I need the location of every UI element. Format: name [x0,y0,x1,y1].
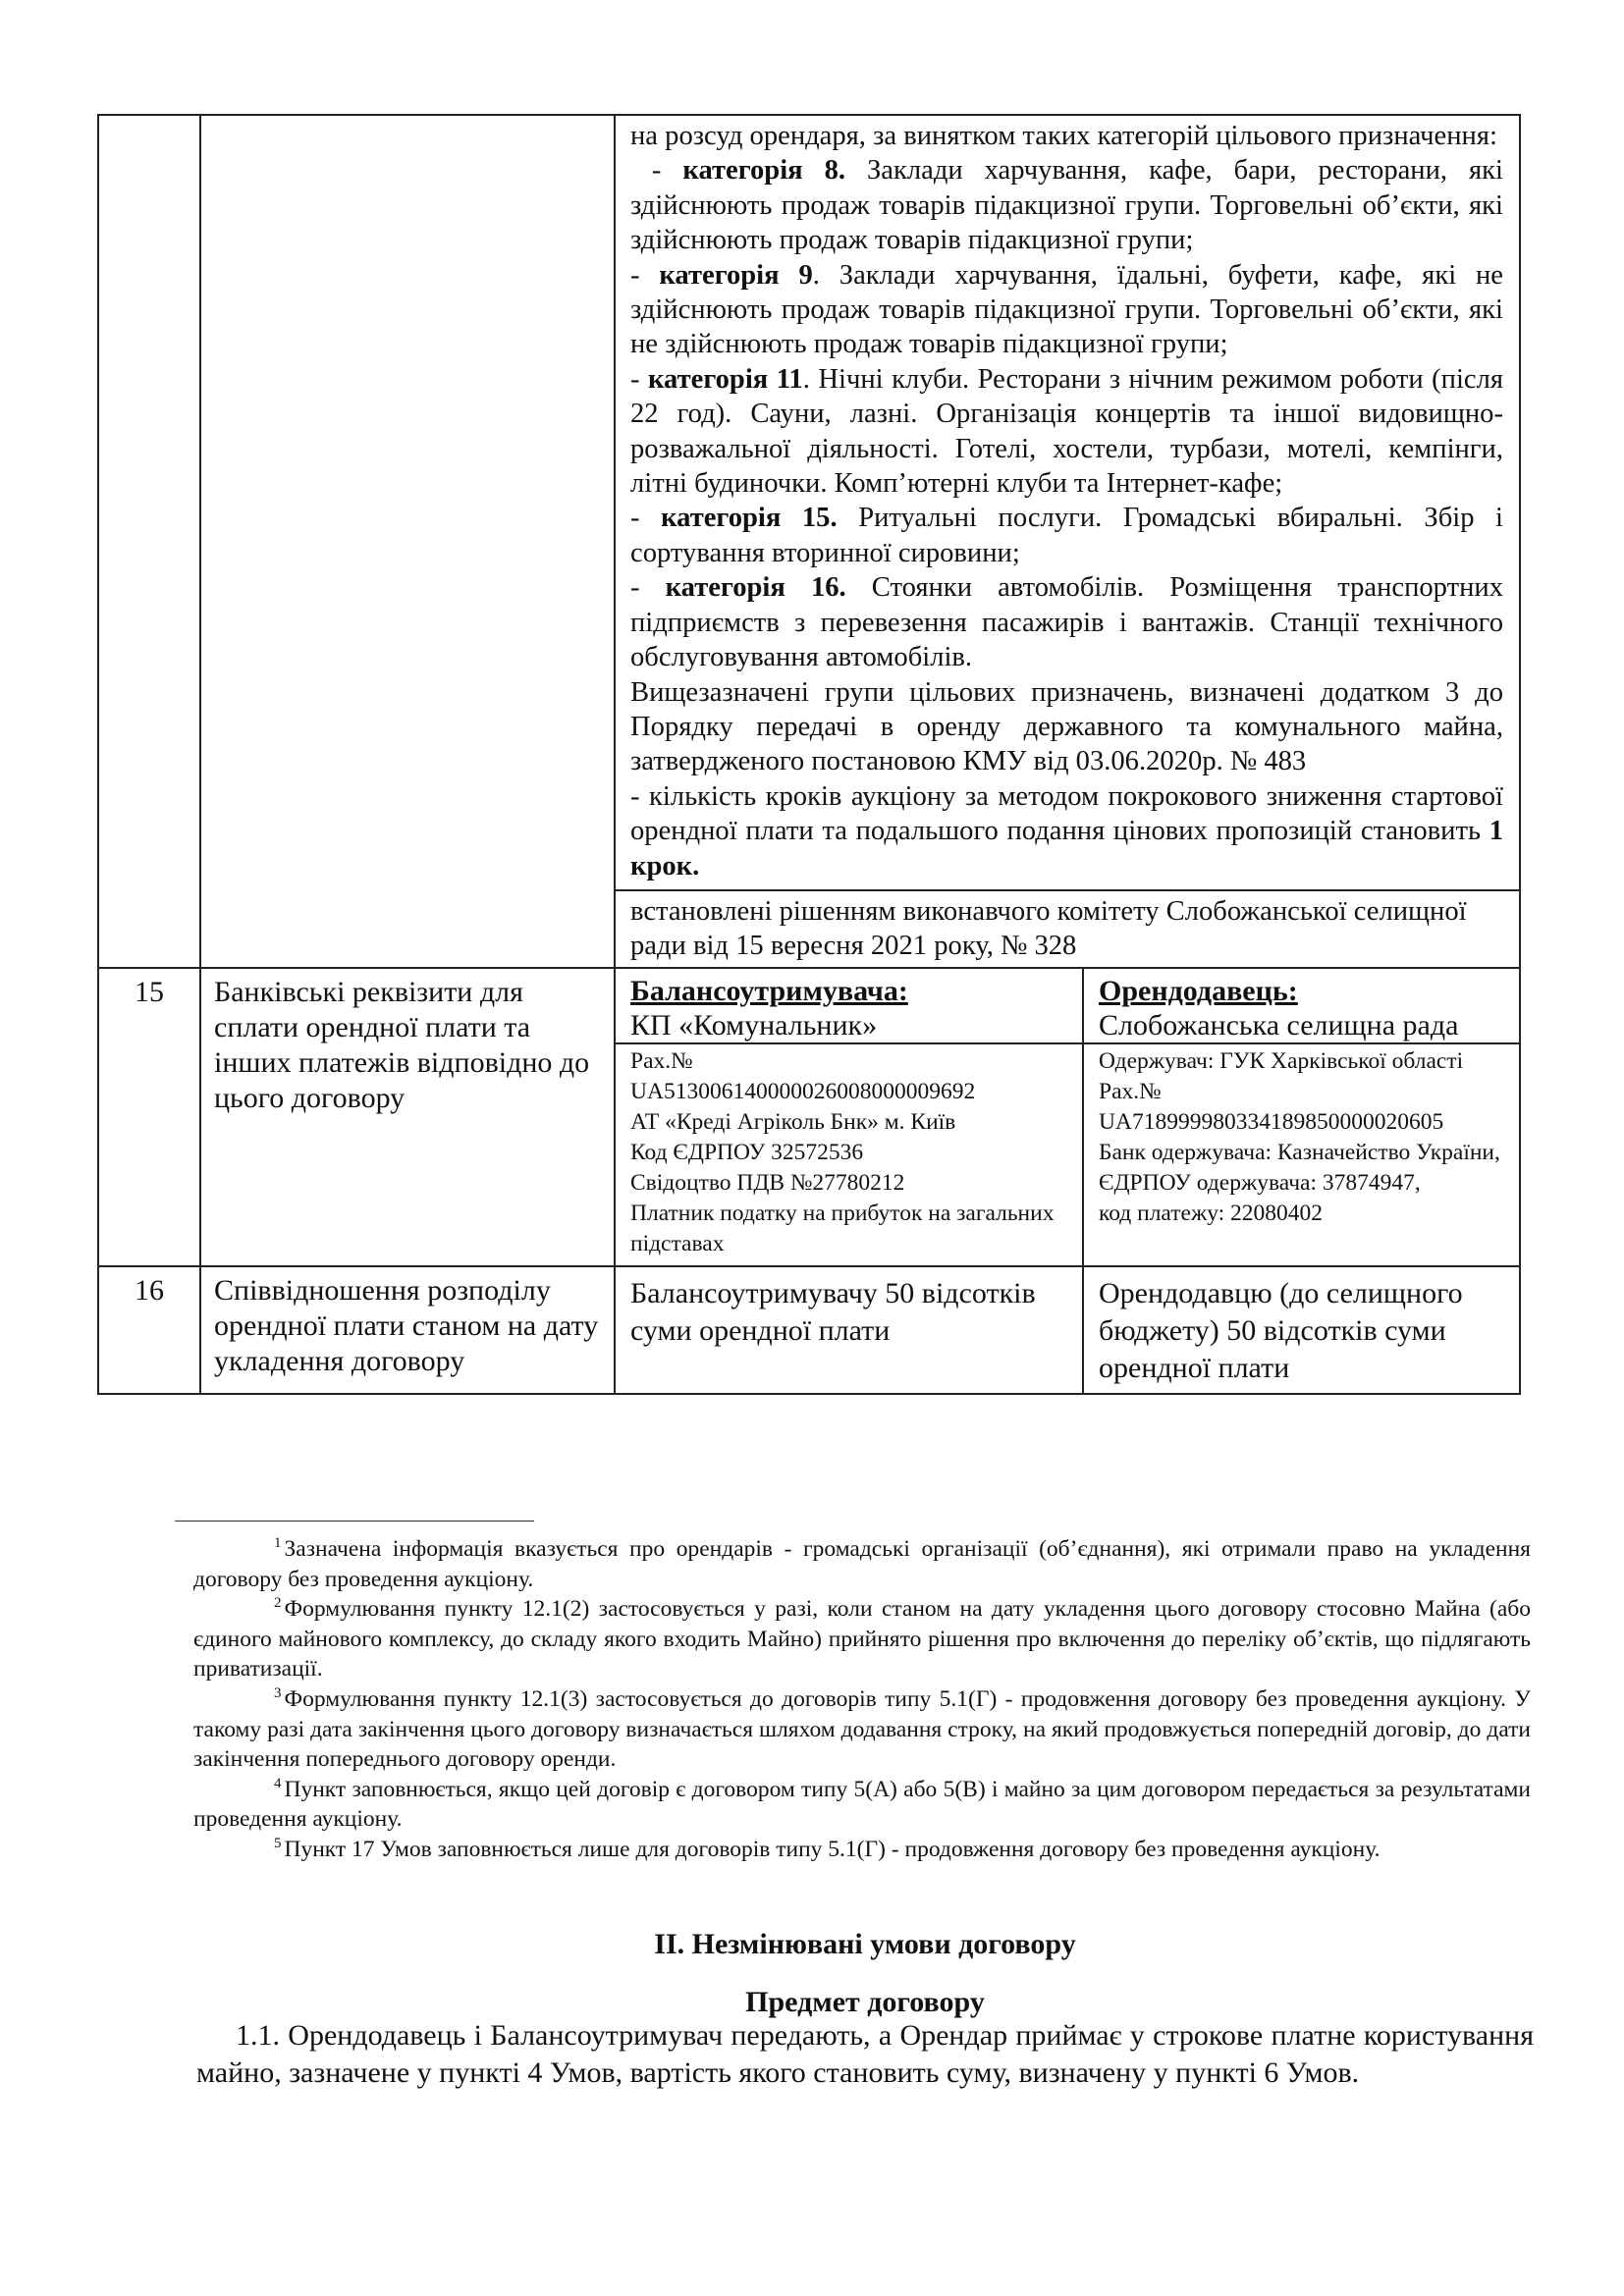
balance-holder-title: Балансоутримувача: [630,974,908,1007]
balance-holder-details [616,1044,1082,1265]
footnote [193,1594,1531,1684]
category-item [630,153,1503,257]
auction-steps-text: - кількість кроків аукціону за методом покрокового зниження стартової орендної плати та подальшого подання цінових пропозицій становить [630,780,1503,847]
footnote-number: 3 [274,1684,282,1701]
detail-line: Код ЄДРПОУ 32572536 [630,1139,864,1165]
category-prefix: - [630,259,660,291]
category-list [630,153,1503,674]
table-row-continuation [98,115,1520,968]
detail-line: UA718999980334189850000020605 [1099,1108,1444,1135]
purpose-cell [615,115,1520,968]
detail-line: Свідоцтво ПДВ №27780212 [630,1169,905,1196]
category-description: Стоянки автомобілів. Розміщення транспортних підприємств з перевезення пасажирів і вантажів. Станції технічного обслуговування автомобілів. [630,572,1503,673]
detail-line: код платежу: 22080402 [1099,1200,1324,1226]
category-description: Заклади харчування, кафе, бари, ресторани, які здійснюють продаж товарів підакцизної групи. Торговельні об’єкти, які здійснюють продаж товарів підакцизної групи; [630,155,1503,256]
lessor-title: Орендодавець: [1099,974,1298,1007]
footnote [193,1775,1531,1835]
lessor-share-cell [1083,1266,1520,1394]
category-name: категорія 15. [661,503,838,534]
table-row-16 [98,1266,1520,1394]
category-description: . Заклади харчування, їдальні, буфети, кафе, які не здійснюють продаж товарів підакцизної групи. Торговельні об’єкти, які не здійснюють продаж товарів підакцизної групи; [630,259,1503,360]
category-name: категорія 8. [682,155,846,187]
balance-holder-share: Балансоутримувачу 50 відсотків суми орендної плати [630,1276,1036,1347]
footnote-number: 4 [274,1775,282,1791]
lessor-share: Орендодавцю (до селищного бюджету) 50 відсотків суми орендної плати [1099,1276,1463,1384]
balance-holder-cell [615,968,1083,1266]
purpose-intro: на розсуд орендаря, за винятком таких категорій цільового призначення: [630,121,1497,151]
footnote-text: Пункт заповнюється, якщо цей договір є договором типу 5(А) або 5(В) і майно за цим договором передається за результатами проведення аукціону. [193,1776,1531,1833]
footnote-number: 2 [274,1595,282,1612]
detail-line: АТ «Креді Агріколь Бнк» м. Київ [630,1108,956,1135]
lessor-cell [1083,968,1520,1266]
row-label: Співвідношення розподілу орендної плати станом на дату укладення договору [200,1266,615,1394]
footnote-text: Пункт 17 Умов заповнюється лише для договорів типу 5.1(Г) - продовження договору без проведення аукціону. [284,1836,1380,1862]
balance-holder-header [616,969,1082,1042]
footnote-text: Формулювання пункту 12.1(2) застосовується у разі, коли станом на дату укладення цього договору стосовно Майна (або єдиного майнового комплексу, до складу якого входить Майно) прийнято рішення про включення до переліку об’єктів, що підлягають приватизації. [193,1596,1531,1682]
section-title: ІІ. Незмінювані умови договору [654,1928,1076,1960]
row-label: Банківські реквізити для сплати орендної плати та інших платежів відповідно до цього договору [200,968,615,1266]
category-description: . Нічні клуби. Ресторани з нічним режимом роботи (після 22 год). Сауни, лазні. Організація концертів та іншої видовищно-розважальної діяльності. Готелі, хостели, турбази, мотелі, кемпінги, літні будиночки. Комп’ютерні клуби та Інтернет-кафе; [630,363,1503,500]
row-number-cell-empty [98,115,200,968]
category-prefix: - [630,363,649,395]
row-number: 16 [98,1266,200,1394]
footnote [193,1835,1531,1865]
lessor-header [1084,969,1519,1042]
adopted-decision: встановлені рішенням виконавчого комітету Слобожанської селищної ради від 15 вересня 2021 року, № 328 [616,889,1519,967]
footnote-number: 1 [274,1535,282,1551]
auction-steps-count: 1 крок. [630,816,1503,881]
footnote-text: Зазначена інформація вказується про орендарів - громадські організації (об’єднання), які отримали право на укладення договору без проведення аукціону. [193,1536,1531,1592]
detail-line: Банк одержувача: Казначейство України, ЄДРПОУ одержувача: 37874947, [1099,1139,1500,1196]
groups-note: Вищезазначені групи цільових призначень, визначені додатком 3 до Порядку передачі в оренду державного та комунального майна, затвердженого постановою КМУ від 03.06.2020р. № 483 [630,676,1503,777]
category-prefix: - [630,503,662,534]
category-prefix: - [630,155,683,187]
paragraph-1-1 [196,2017,1534,2091]
footnote-number: 5 [274,1835,282,1851]
detail-line: Платник податку на прибуток на загальних підставах [630,1200,1055,1256]
footnotes [193,1534,1531,1865]
row-label-cell-empty [200,115,615,968]
detail-line: UA513006140000026008000009692 [630,1078,976,1104]
detail-line: Рах.№ [630,1047,693,1074]
footnote [193,1684,1531,1775]
paragraph-text: 1.1. Орендодавець і Балансоутримувач передають, а Орендар приймає у строкове платне користування майно, зазначене у пункті 4 Умов, вартість якого становить суму, визначену у пункті 6 Умов. [196,2019,1534,2089]
lessor-details [1084,1044,1519,1235]
category-item [630,501,1503,570]
detail-line: Рах.№ [1099,1078,1162,1104]
table-row-15 [98,968,1520,1266]
balance-holder-share-cell [615,1266,1083,1394]
category-name: категорія 11 [648,363,803,395]
category-name: категорія 9 [659,259,813,291]
category-prefix: - [630,572,666,604]
category-item [630,258,1503,362]
category-description: Ритуальні послуги. Громадські вбиральні. Збір і сортування вторинної сировини; [630,503,1503,568]
conditions-table [97,114,1521,1395]
lessor-name: Слобожанська селищна рада [1099,1008,1459,1041]
category-name: категорія 16. [665,572,846,604]
purpose-text [616,116,1519,889]
row-number: 15 [98,968,200,1266]
detail-line: Одержувач: ГУК Харківської області [1099,1047,1464,1074]
footnote-separator [175,1521,534,1522]
footnote [193,1534,1531,1594]
auction-steps [630,779,1503,883]
category-item [630,570,1503,674]
subsection-title: Предмет договору [745,1986,985,2018]
category-item [630,362,1503,502]
balance-holder-name: КП «Комунальник» [630,1008,878,1041]
footnote-text: Формулювання пункту 12.1(3) застосовується до договорів типу 5.1(Г) - продовження договору без проведення аукціону. У такому разі дата закінчення цього договору визначається шляхом додавання строку, на який продовжується попередній договір, до дати закінчення попереднього договору оренди. [193,1685,1531,1773]
